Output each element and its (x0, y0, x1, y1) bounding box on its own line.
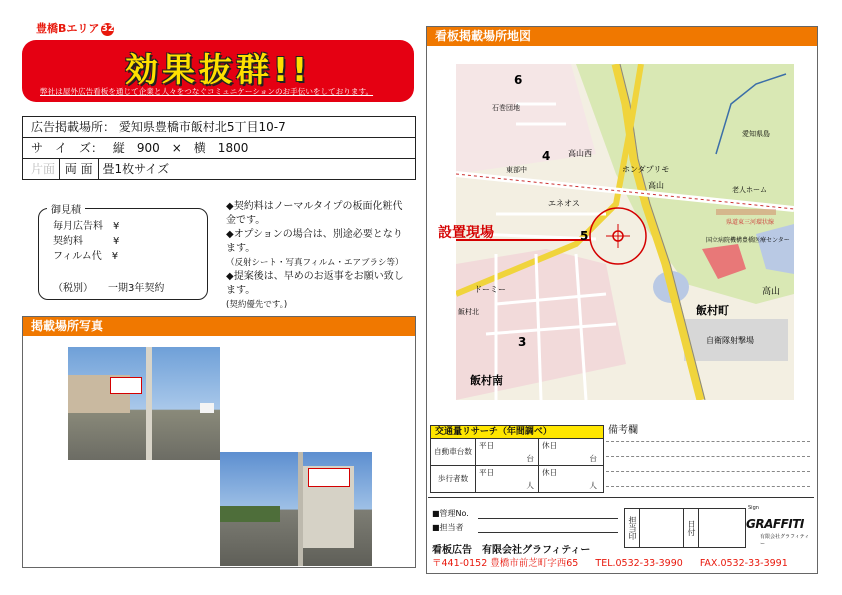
hedge-shape (220, 506, 280, 522)
size-row (23, 138, 415, 159)
memo-line (606, 486, 810, 487)
vehicle-holiday-cell (539, 439, 601, 465)
vehicle-weekday-cell (476, 439, 539, 465)
manager-line (478, 518, 618, 519)
location-row (23, 117, 415, 138)
weekday-label: 平日 (479, 468, 495, 477)
map-label-iimura-minami: 飯村南 (470, 374, 503, 387)
note-2: ◆オプションの場合は、別途必要となります。 (226, 229, 403, 254)
pedestrian-weekday-cell (476, 466, 539, 492)
note-3: ◆提案後は、早めのお返事をお願い致します。 (226, 271, 404, 296)
divider (428, 497, 814, 498)
staff-line (478, 532, 618, 533)
map-label-takayama-west: 高山西 (568, 149, 592, 158)
logo-small: Sign (748, 505, 759, 511)
face-size: 畳1枚サイズ (102, 162, 170, 176)
contract-notes (226, 200, 412, 312)
company-fax: FAX.0532-33-3991 (699, 558, 788, 569)
map-label-ishiki: 石巻団地 (492, 104, 520, 112)
note-1: ◆契約料はノーマルタイプの板面化粧代金です。 (226, 201, 403, 226)
manager-no: ■管理No. (432, 509, 469, 518)
map-label-honda: ホンダプリモ (622, 165, 670, 174)
area-tag (36, 20, 114, 36)
unit-person: 人 (526, 481, 534, 490)
size-value: 縦 900 × 横 1800 (112, 141, 249, 155)
size-label: サ イ ズ： (31, 141, 104, 155)
map-block-5: 5 (580, 229, 589, 243)
face-row (23, 159, 415, 179)
map-block-6: 6 (514, 73, 523, 87)
map-label-iimura-kita: 飯村北 (458, 308, 479, 316)
map-label-route: 県道東三河環状線 (726, 219, 775, 226)
unit-car: 台 (589, 454, 597, 463)
traffic-row-pedestrian (431, 466, 603, 492)
face-single: 片面 (31, 162, 56, 176)
map-label-takayama-east: 高山 (762, 287, 781, 297)
sign-board (200, 403, 214, 413)
quote-items (53, 219, 119, 264)
pedestrian-label: 歩行者数 (431, 466, 476, 492)
headline-title: 効果抜群!! (124, 50, 312, 89)
route-stripe (716, 209, 776, 215)
billboard-marker (308, 468, 350, 487)
map-label-dormy: ドーミー (474, 285, 506, 294)
utility-pole (146, 347, 152, 460)
location-label: 広告掲載場所： (31, 120, 116, 134)
map-block-3: 3 (518, 335, 527, 349)
stamp-box (624, 508, 746, 548)
logo-main: GRAFFITI (746, 517, 804, 531)
company-contact (432, 555, 788, 569)
logo-sub: 有限会社グラフィティー (760, 534, 810, 547)
photo-section-title: 掲載場所写真 (23, 317, 415, 336)
headline-banner (22, 40, 414, 102)
map-label-takayama: 高山 (648, 181, 664, 190)
map-label-jsdf: 自衛隊射撃場 (706, 336, 754, 345)
map-label-hospital: 国立病院機構豊橋医療センター (706, 237, 790, 244)
map-label-aichi: 愛知県島 (742, 130, 770, 138)
utility-pole (298, 452, 303, 566)
note-2-small: （反射シート・写真フィルム・エアブラシ等） (226, 258, 404, 268)
area-label: 豊橋Bエリア (36, 22, 100, 35)
company-address: 〒441-0152 豊橋市前芝町字西65 (432, 558, 579, 569)
face-double: 両 面 (59, 159, 99, 179)
location-map (456, 64, 794, 400)
memo-line (606, 456, 810, 457)
quote-item: フィルム代 ¥ (53, 251, 119, 262)
pedestrian-holiday-cell (539, 466, 601, 492)
map-label-nursing: 老人ホーム (732, 186, 767, 194)
staff-field: ■担当者 (432, 523, 464, 532)
unit-person: 人 (589, 481, 597, 490)
map-label-eneos: エネオス (548, 199, 580, 208)
site-label: 設置現場 (438, 225, 494, 241)
company-tel: TEL.0532-33-3990 (595, 558, 683, 569)
memo-title: 備考欄 (608, 425, 638, 436)
traffic-title: 交通量リサーチ（年間調べ） (431, 426, 603, 439)
map-label-junior-high: 東部中 (506, 166, 527, 174)
holiday-label: 休日 (542, 441, 558, 450)
tantou-stamp-label: 担当印 (625, 509, 640, 547)
date-stamp-label: 日付 (683, 509, 699, 547)
ad-info-table (22, 116, 416, 180)
quote-footer: （税別） 一期3年契約 (53, 283, 165, 294)
location-value: 愛知県豊橋市飯村北5丁目10-7 (118, 120, 286, 134)
map-section-title: 看板掲載場所地図 (427, 27, 817, 46)
quote-box (38, 205, 208, 300)
note-3-small: (契約優先です。) (226, 300, 288, 310)
headline-subtitle: 弊社は屋外広告看板を通じて企業と人々をつなぐコミュニケーションのお手伝いをしております。 (40, 87, 374, 96)
quote-item: 契約料 ¥ (53, 236, 120, 247)
quote-title: 御見積 (47, 201, 85, 216)
memo-line (606, 441, 810, 442)
memo-line (606, 471, 810, 472)
vehicle-label: 自動車台数 (431, 439, 476, 465)
map-label-iimuracho: 飯村町 (696, 304, 729, 317)
site-photo-2 (220, 452, 372, 566)
company-name: 看板広告 有限会社グラフィティー (432, 545, 591, 556)
billboard-marker (110, 377, 142, 394)
traffic-table (430, 425, 604, 493)
company-logo (746, 505, 812, 545)
weekday-label: 平日 (479, 441, 495, 450)
holiday-label: 休日 (542, 468, 558, 477)
site-photo-1 (68, 347, 220, 460)
area-number-badge: 32 (101, 23, 115, 34)
unit-car: 台 (526, 454, 534, 463)
map-block-4: 4 (542, 149, 551, 163)
traffic-row-vehicle (431, 439, 603, 466)
quote-item: 毎月広告料 ¥ (53, 221, 120, 232)
